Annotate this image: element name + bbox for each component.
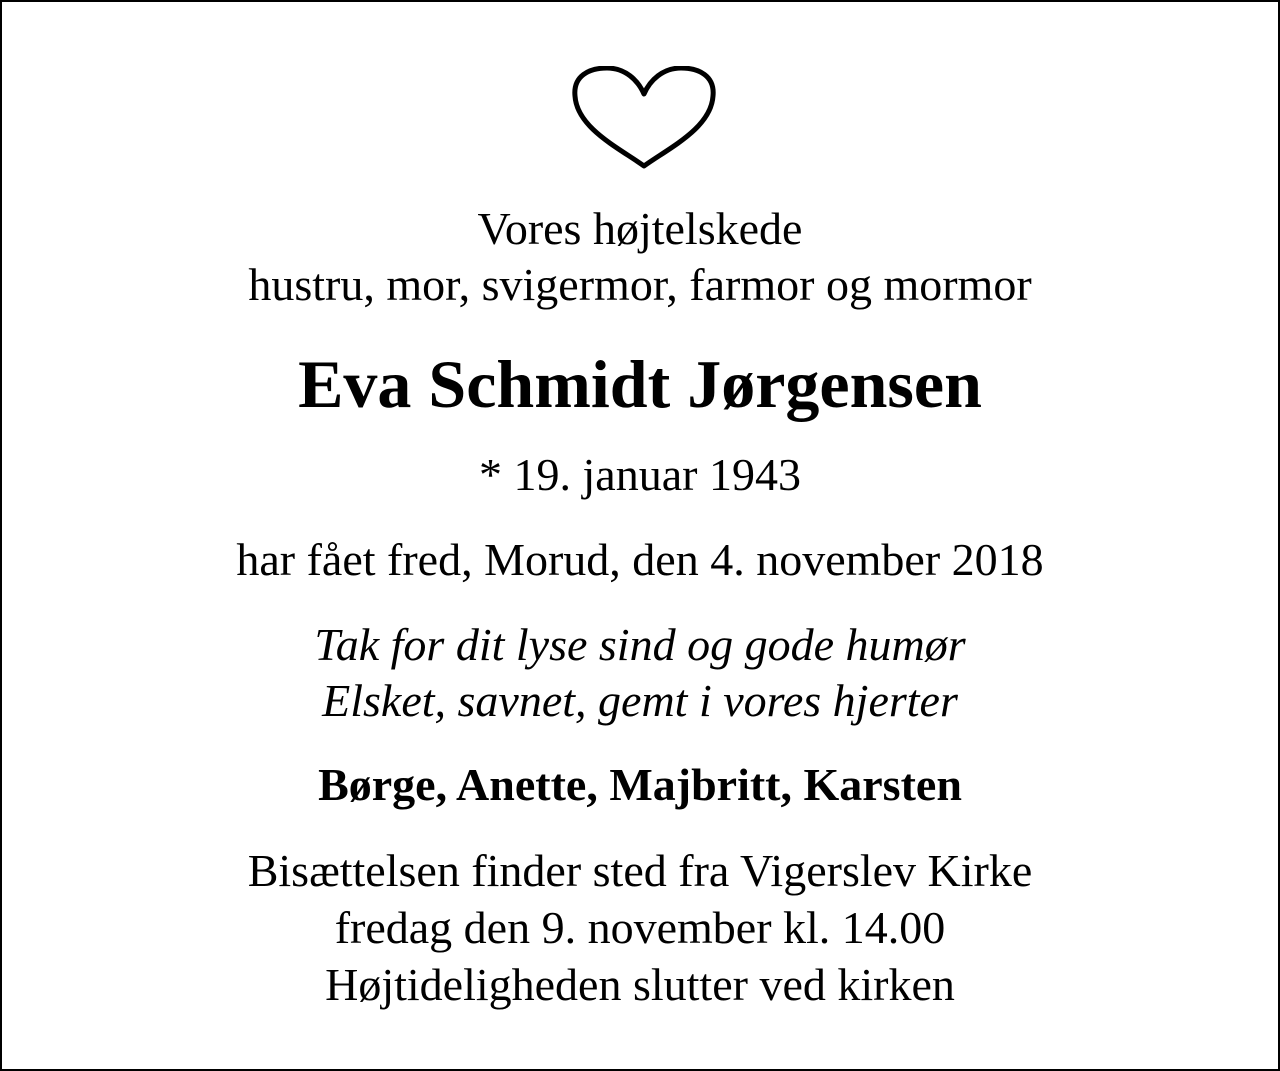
deceased-name: Eva Schmidt Jørgensen [298, 346, 982, 422]
intro-line-2: hustru, mor, svigermor, farmor og mormor [248, 259, 1032, 310]
verse-line-1: Tak for dit lyse sind og gode humør [314, 619, 966, 670]
heart-outline-icon [569, 66, 719, 174]
verse-line-2: Elsket, savnet, gemt i vores hjerter [322, 675, 958, 726]
funeral-line-2: fredag den 9. november kl. 14.00 [334, 902, 946, 953]
intro-line-1: Vores højtelskede [477, 203, 803, 254]
death-statement: har fået fred, Morud, den 4. november 2018 [236, 534, 1044, 585]
funeral-line-1: Bisættelsen finder sted fra Vigerslev Kirke [247, 845, 1033, 896]
family-names: Børge, Anette, Majbritt, Karsten [318, 759, 962, 810]
birth-date: * 19. januar 1943 [479, 449, 801, 500]
funeral-line-3: Højtideligheden slutter ved kirken [325, 959, 955, 1010]
